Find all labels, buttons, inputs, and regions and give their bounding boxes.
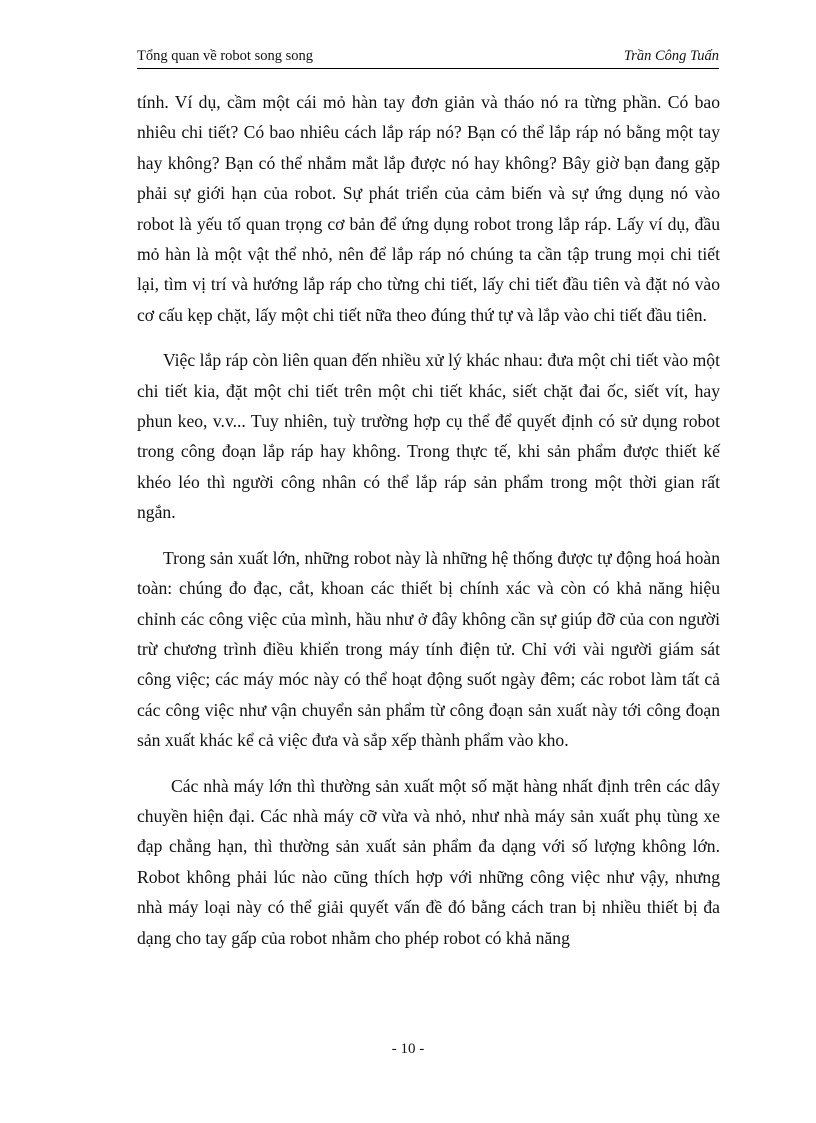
page-number: - 10 -: [391, 1041, 425, 1057]
paragraph-2: Việc lắp ráp còn liên quan đến nhiều xử lý khác nhau: đưa một chi tiết vào một chi tiết kia, đặt một chi tiết trên một chi tiết khác, siết chặt đai ốc, siết vít, hay phun keo, v.v... Tuy nhiên, tuỳ trường hợp cụ thể để quyết định có sử dụng robot trong công đoạn lắp ráp hay không. Trong thực tế, khi sản phẩm được thiết kế khéo léo thì người công nhân có thể lắp ráp sản phẩm trong một thời gian rất ngắn.: [137, 350, 720, 523]
header-author-name: Trần Công Tuấn: [623, 48, 719, 64]
paragraph-1: tính. Ví dụ, cầm một cái mỏ hàn tay đơn giản và tháo nó ra từng phần. Có bao nhiêu chi tiết? Có bao nhiêu cách lắp ráp nó? Bạn có thể lắp ráp nó bằng một tay hay không? Bạn có thể nhắm mắt lắp được nó hay không? Bây giờ bạn đang gặp phải sự giới hạn của robot. Sự phát triển của cảm biến và sự ứng dụng nó vào robot là yếu tố quan trọng cơ bản để ứng dụng robot trong lắp ráp. Lấy ví dụ, đầu mỏ hàn là một vật thể nhỏ, nên để lắp ráp nó chúng ta cần tập trung mọi chi tiết lại, tìm vị trí và hướng lắp ráp cho từng chi tiết, lấy chi tiết đầu tiên và đặt nó vào cơ cấu kẹp chặt, lấy một chi tiết nữa theo đúng thứ tự và lắp vào chi tiết đầu tiên.: [137, 92, 720, 325]
body-text: [137, 87, 720, 968]
page-header: [137, 46, 719, 69]
header-document-title: Tổng quan về robot song song: [137, 48, 313, 64]
paragraph-4: Các nhà máy lớn thì thường sản xuất một số mặt hàng nhất định trên các dây chuyền hiện đại. Các nhà máy cỡ vừa và nhỏ, như nhà máy sản xuất phụ tùng xe đạp chẳng hạn, thì thường sản xuất sản phẩm đa dạng với số lượng không lớn. Robot không phải lúc nào cũng thích hợp với những công việc như vậy, nhưng nhà máy loại này có thể giải quyết vấn đề đó bằng cách tran bị nhiều thiết bị đa dạng cho tay gấp của robot nhằm cho phép robot có khả năng: [137, 775, 720, 948]
paragraph-3: Trong sản xuất lớn, những robot này là những hệ thống được tự động hoá hoàn toàn: chúng đo đạc, cắt, khoan các thiết bị chính xác và còn có khả năng hiệu chỉnh các công việc của mình, hầu như ở đây không cần sự giúp đỡ của con người trừ chương trình điều khiển trong máy tính điện tử. Chỉ với vài người giám sát công việc; các máy móc này có thể hoạt động suốt ngày đêm; các robot làm tất cả các công việc như vận chuyển sản phẩm từ công đoạn sản xuất này tới công đoạn sản xuất khác kể cả việc đưa và sắp xếp thành phẩm vào kho.: [137, 547, 720, 751]
